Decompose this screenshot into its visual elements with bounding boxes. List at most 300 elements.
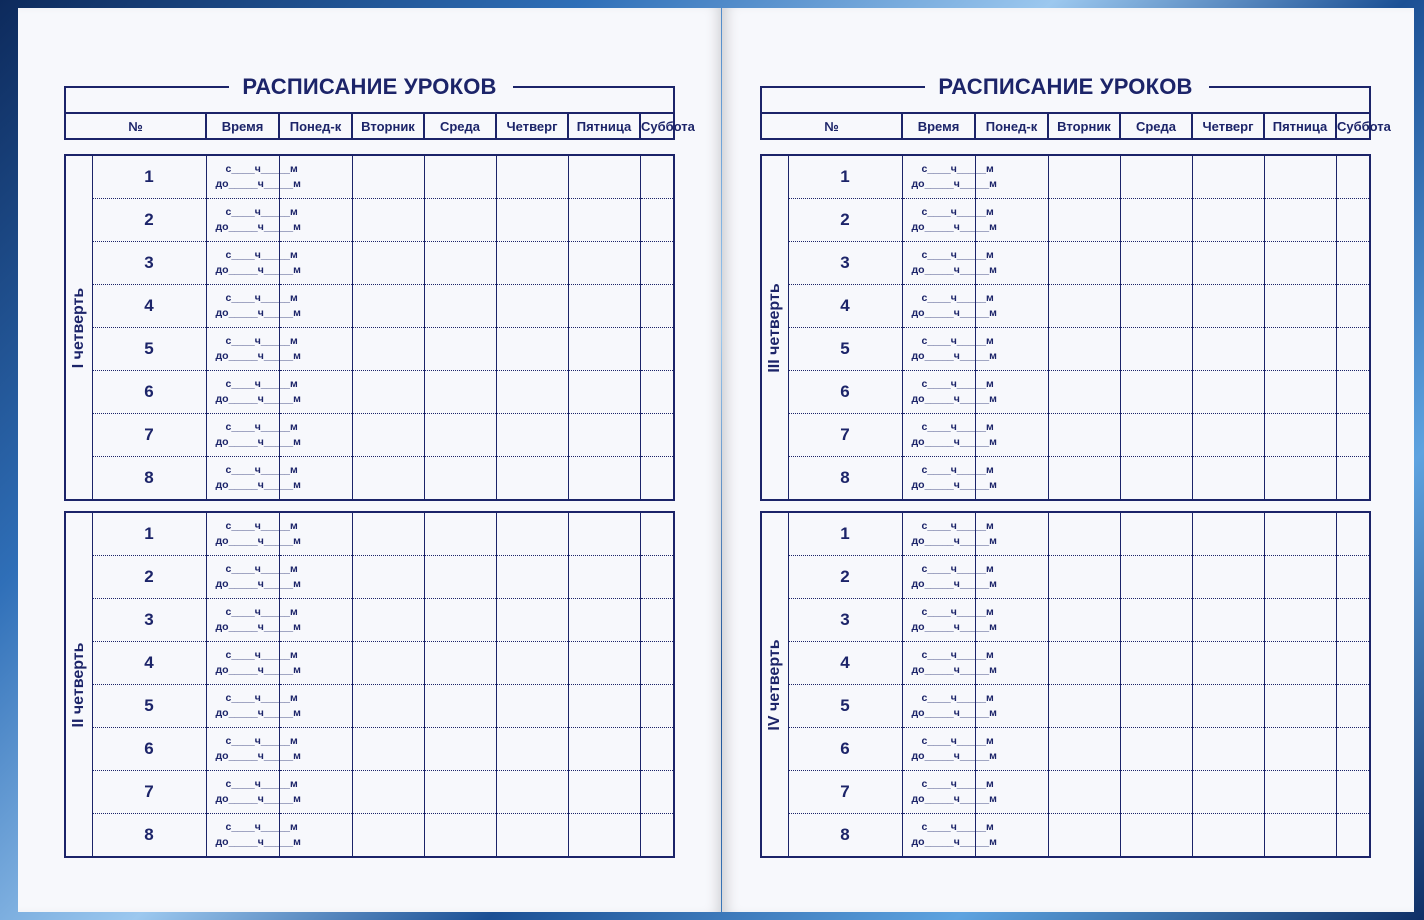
subject-cell[interactable] [1336,556,1370,599]
subject-cell[interactable] [352,814,424,858]
time-cell[interactable] [902,414,997,457]
lesson-number: 5 [92,328,206,371]
lesson-number: 8 [92,814,206,858]
time-from: с____ч_____м [921,163,994,175]
subject-cell[interactable] [640,414,674,457]
subject-cell[interactable] [1048,155,1120,199]
time-to: до_____ч_____м [215,393,301,405]
time-to: до_____ч_____м [911,793,997,805]
subject-cell[interactable] [1336,771,1370,814]
subject-cell[interactable] [1336,728,1370,771]
subject-cell[interactable] [1120,155,1192,199]
header-row [65,113,674,139]
time-from: с____ч_____м [921,606,994,618]
lesson-number: 3 [92,242,206,285]
time-to: до_____ч_____м [215,436,301,448]
subject-cell[interactable] [568,728,640,771]
subject-cell[interactable] [1120,599,1192,642]
time-from: с____ч_____м [921,464,994,476]
header-row [761,113,1370,139]
lesson-number: 7 [788,414,902,457]
subject-cell[interactable] [640,285,674,328]
right-page [722,8,1414,912]
time-to: до_____ч_____м [911,393,997,405]
subject-cell[interactable] [1120,328,1192,371]
subject-cell[interactable] [424,242,496,285]
time-cell[interactable] [902,814,997,858]
subject-cell[interactable] [1120,414,1192,457]
time-from: с____ч_____м [225,421,298,433]
schedule-sheet [64,74,695,858]
lesson-number: 6 [92,371,206,414]
subject-cell[interactable] [496,814,568,858]
subject-cell[interactable] [640,155,674,199]
time-to: до_____ч_____м [911,664,997,676]
subject-cell[interactable] [424,328,496,371]
subject-cell[interactable] [1120,814,1192,858]
lesson-number: 5 [92,685,206,728]
subject-cell[interactable] [1120,685,1192,728]
lesson-row [65,328,674,371]
subject-cell[interactable] [496,685,568,728]
time-cell[interactable] [206,155,301,199]
subject-cell[interactable] [352,771,424,814]
header-day: Суббота [1336,113,1370,139]
lesson-row [761,457,1370,501]
quarter-table [760,511,1371,858]
subject-cell[interactable] [640,556,674,599]
subject-cell[interactable] [424,512,496,556]
time-cell[interactable] [902,556,997,599]
time-from: с____ч_____м [225,163,298,175]
lesson-number: 4 [788,285,902,328]
time-to: до_____ч_____м [215,707,301,719]
subject-cell[interactable] [496,285,568,328]
subject-cell[interactable] [1048,457,1120,501]
subject-cell[interactable] [1264,414,1336,457]
lesson-number: 2 [788,199,902,242]
subject-cell[interactable] [1192,285,1264,328]
subject-cell[interactable] [352,642,424,685]
subject-cell[interactable] [640,814,674,858]
time-cell[interactable] [902,457,997,501]
subject-cell[interactable] [1120,285,1192,328]
time-from: с____ч_____м [225,464,298,476]
subject-cell[interactable] [640,328,674,371]
subject-cell[interactable] [1264,685,1336,728]
subject-cell[interactable] [640,728,674,771]
time-cell[interactable] [206,771,301,814]
subject-cell[interactable] [568,685,640,728]
subject-cell[interactable] [640,685,674,728]
lesson-row [761,814,1370,858]
subject-cell[interactable] [352,285,424,328]
subject-cell[interactable] [352,728,424,771]
quarter-label-cell [65,155,92,500]
time-cell[interactable] [902,771,997,814]
subject-cell[interactable] [352,599,424,642]
time-cell[interactable] [902,599,997,642]
subject-cell[interactable] [352,414,424,457]
subject-cell[interactable] [1192,728,1264,771]
subject-cell[interactable] [1264,457,1336,501]
time-cell[interactable] [206,642,301,685]
subject-cell[interactable] [640,371,674,414]
subject-cell[interactable] [352,457,424,501]
subject-cell[interactable] [352,199,424,242]
subject-cell[interactable] [1192,328,1264,371]
time-cell[interactable] [902,642,997,685]
lesson-row [65,457,674,501]
subject-cell[interactable] [1048,642,1120,685]
quarter-label: III четверть [765,282,783,373]
subject-cell[interactable] [568,414,640,457]
subject-cell[interactable] [424,642,496,685]
page-title: РАСПИСАНИЕ УРОКОВ [242,74,497,99]
subject-cell[interactable] [1264,642,1336,685]
subject-cell[interactable] [1336,199,1370,242]
subject-cell[interactable] [1048,556,1120,599]
subject-cell[interactable] [640,457,674,501]
time-from: с____ч_____м [921,563,994,575]
subject-cell[interactable] [1264,371,1336,414]
subject-cell[interactable] [568,771,640,814]
time-cell[interactable] [902,512,997,556]
subject-cell[interactable] [568,599,640,642]
subject-cell[interactable] [568,328,640,371]
subject-cell[interactable] [568,642,640,685]
time-cell[interactable] [902,371,997,414]
time-to: до_____ч_____м [215,178,301,190]
lesson-number: 5 [788,685,902,728]
subject-cell[interactable] [424,371,496,414]
subject-cell[interactable] [352,242,424,285]
time-to: до_____ч_____м [215,664,301,676]
subject-cell[interactable] [1336,328,1370,371]
time-cell[interactable] [206,599,301,642]
subject-cell[interactable] [496,371,568,414]
subject-cell[interactable] [1120,556,1192,599]
subject-cell[interactable] [1336,512,1370,556]
lesson-row [65,728,674,771]
lesson-number: 2 [92,556,206,599]
lesson-row [761,155,1370,199]
time-cell[interactable] [902,242,997,285]
subject-cell[interactable] [640,512,674,556]
time-cell[interactable] [206,814,301,858]
subject-cell[interactable] [352,512,424,556]
lesson-number: 8 [92,457,206,501]
subject-cell[interactable] [496,728,568,771]
lesson-row [761,199,1370,242]
subject-cell[interactable] [568,512,640,556]
lesson-row [761,242,1370,285]
subject-cell[interactable] [496,642,568,685]
subject-cell[interactable] [1336,814,1370,858]
lesson-row [761,328,1370,371]
time-cell[interactable] [206,728,301,771]
time-to: до_____ч_____м [215,350,301,362]
time-cell[interactable] [206,328,301,371]
subject-cell[interactable] [568,556,640,599]
time-to: до_____ч_____м [215,621,301,633]
lesson-number: 6 [788,371,902,414]
subject-cell[interactable] [1120,242,1192,285]
subject-cell[interactable] [640,599,674,642]
subject-cell[interactable] [1048,771,1120,814]
subject-cell[interactable] [568,155,640,199]
quarter-label: IV четверть [765,638,783,731]
subject-cell[interactable] [568,285,640,328]
time-to: до_____ч_____м [911,535,997,547]
header-day: Понед-к [975,113,1048,139]
time-cell[interactable] [902,199,997,242]
subject-cell[interactable] [424,556,496,599]
time-from: с____ч_____м [921,821,994,833]
subject-cell[interactable] [424,457,496,501]
time-from: с____ч_____м [225,249,298,261]
time-to: до_____ч_____м [911,221,997,233]
header-table [64,112,695,140]
quarter-table [760,154,1371,501]
subject-cell[interactable] [568,814,640,858]
time-to: до_____ч_____м [215,750,301,762]
time-from: с____ч_____м [225,206,298,218]
subject-cell[interactable] [1192,457,1264,501]
time-to: до_____ч_____м [911,707,997,719]
subject-cell[interactable] [1264,814,1336,858]
subject-cell[interactable] [1264,199,1336,242]
lesson-number: 7 [92,414,206,457]
time-from: с____ч_____м [225,520,298,532]
subject-cell[interactable] [1048,728,1120,771]
header-day: Пятница [1264,113,1336,139]
subject-cell[interactable] [1336,155,1370,199]
subject-cell[interactable] [568,242,640,285]
time-from: с____ч_____м [225,735,298,747]
time-from: с____ч_____м [225,778,298,790]
subject-cell[interactable] [1192,371,1264,414]
subject-cell[interactable] [496,512,568,556]
subject-cell[interactable] [1336,685,1370,728]
subject-cell[interactable] [1192,512,1264,556]
header-day: Вторник [352,113,424,139]
lesson-number: 4 [92,642,206,685]
quarter-table [64,511,675,858]
time-cell[interactable] [206,285,301,328]
time-to: до_____ч_____м [215,479,301,491]
subject-cell[interactable] [496,414,568,457]
subject-cell[interactable] [1048,371,1120,414]
subject-cell[interactable] [1264,728,1336,771]
subject-cell[interactable] [1048,285,1120,328]
time-to: до_____ч_____м [911,178,997,190]
subject-cell[interactable] [424,814,496,858]
subject-cell[interactable] [1336,599,1370,642]
time-cell[interactable] [902,285,997,328]
time-to: до_____ч_____м [215,578,301,590]
lesson-row [761,771,1370,814]
subject-cell[interactable] [424,199,496,242]
lesson-number: 8 [788,814,902,858]
lesson-row [65,414,674,457]
subject-cell[interactable] [1120,371,1192,414]
time-cell[interactable] [902,155,997,199]
time-to: до_____ч_____м [215,793,301,805]
subject-cell[interactable] [496,771,568,814]
subject-cell[interactable] [496,556,568,599]
lesson-number: 3 [788,242,902,285]
subject-cell[interactable] [640,199,674,242]
subject-cell[interactable] [1264,328,1336,371]
time-to: до_____ч_____м [911,436,997,448]
subject-cell[interactable] [1264,771,1336,814]
subject-cell[interactable] [496,242,568,285]
lesson-number: 7 [788,771,902,814]
subject-cell[interactable] [568,371,640,414]
subject-cell[interactable] [352,685,424,728]
lesson-number: 7 [92,771,206,814]
subject-cell[interactable] [1048,599,1120,642]
subject-cell[interactable] [1120,728,1192,771]
header-day: Понед-к [279,113,352,139]
time-cell[interactable] [206,556,301,599]
quarter-label-cell [761,512,788,857]
subject-cell[interactable] [1192,155,1264,199]
time-cell[interactable] [206,199,301,242]
time-cell[interactable] [206,371,301,414]
subject-cell[interactable] [424,155,496,199]
time-from: с____ч_____м [921,335,994,347]
lesson-row [65,512,674,556]
lesson-number: 4 [92,285,206,328]
lesson-number: 2 [92,199,206,242]
subject-cell[interactable] [496,199,568,242]
subject-cell[interactable] [1336,414,1370,457]
time-cell[interactable] [902,328,997,371]
subject-cell[interactable] [1336,642,1370,685]
time-cell[interactable] [902,728,997,771]
subject-cell[interactable] [1336,285,1370,328]
time-from: с____ч_____м [921,292,994,304]
time-to: до_____ч_____м [215,535,301,547]
subject-cell[interactable] [1336,457,1370,501]
time-cell[interactable] [206,242,301,285]
lesson-row [761,371,1370,414]
time-from: с____ч_____м [921,249,994,261]
subject-cell[interactable] [640,242,674,285]
time-cell[interactable] [206,685,301,728]
subject-cell[interactable] [1264,556,1336,599]
time-from: с____ч_____м [225,692,298,704]
subject-cell[interactable] [1192,242,1264,285]
time-cell[interactable] [206,457,301,501]
subject-cell[interactable] [1192,556,1264,599]
time-from: с____ч_____м [225,649,298,661]
subject-cell[interactable] [424,599,496,642]
subject-cell[interactable] [1048,328,1120,371]
subject-cell[interactable] [1048,199,1120,242]
time-cell[interactable] [206,414,301,457]
subject-cell[interactable] [496,599,568,642]
subject-cell[interactable] [1192,599,1264,642]
time-cell[interactable] [902,685,997,728]
subject-cell[interactable] [1264,155,1336,199]
subject-cell[interactable] [424,285,496,328]
header-time: Время [902,113,975,139]
subject-cell[interactable] [1120,771,1192,814]
subject-cell[interactable] [1120,199,1192,242]
subject-cell[interactable] [568,457,640,501]
subject-cell[interactable] [1192,771,1264,814]
lesson-number: 5 [788,328,902,371]
lesson-row [761,414,1370,457]
time-from: с____ч_____м [921,206,994,218]
subject-cell[interactable] [496,328,568,371]
subject-cell[interactable] [1264,242,1336,285]
lesson-row [761,285,1370,328]
subject-cell[interactable] [352,328,424,371]
subject-cell[interactable] [640,642,674,685]
subject-cell[interactable] [352,556,424,599]
subject-cell[interactable] [1192,685,1264,728]
subject-cell[interactable] [1048,414,1120,457]
header-time: Время [206,113,279,139]
subject-cell[interactable] [1048,512,1120,556]
subject-cell[interactable] [352,155,424,199]
lesson-row [65,556,674,599]
time-cell[interactable] [206,512,301,556]
subject-cell[interactable] [352,371,424,414]
time-from: с____ч_____м [225,606,298,618]
lesson-row [761,642,1370,685]
subject-cell[interactable] [1048,242,1120,285]
subject-cell[interactable] [1192,414,1264,457]
subject-cell[interactable] [424,728,496,771]
subject-cell[interactable] [640,771,674,814]
subject-cell[interactable] [1264,512,1336,556]
subject-cell[interactable] [1192,814,1264,858]
time-to: до_____ч_____м [911,264,997,276]
time-to: до_____ч_____м [911,836,997,848]
lesson-number: 6 [92,728,206,771]
subject-cell[interactable] [1264,285,1336,328]
subject-cell[interactable] [1336,371,1370,414]
lesson-row [761,728,1370,771]
subject-cell[interactable] [1048,814,1120,858]
subject-cell[interactable] [568,199,640,242]
quarter-label: I четверть [69,287,87,368]
subject-cell[interactable] [1120,642,1192,685]
subject-cell[interactable] [424,771,496,814]
subject-cell[interactable] [1192,199,1264,242]
subject-cell[interactable] [496,457,568,501]
time-to: до_____ч_____м [911,307,997,319]
subject-cell[interactable] [1120,457,1192,501]
quarter-table [64,154,675,501]
lesson-row [761,599,1370,642]
subject-cell[interactable] [424,414,496,457]
subject-cell[interactable] [1264,599,1336,642]
lesson-number: 3 [92,599,206,642]
subject-cell[interactable] [1048,685,1120,728]
subject-cell[interactable] [1120,512,1192,556]
subject-cell[interactable] [1192,642,1264,685]
subject-cell[interactable] [496,155,568,199]
subject-cell[interactable] [424,685,496,728]
lesson-number: 1 [92,512,206,556]
subject-cell[interactable] [1336,242,1370,285]
